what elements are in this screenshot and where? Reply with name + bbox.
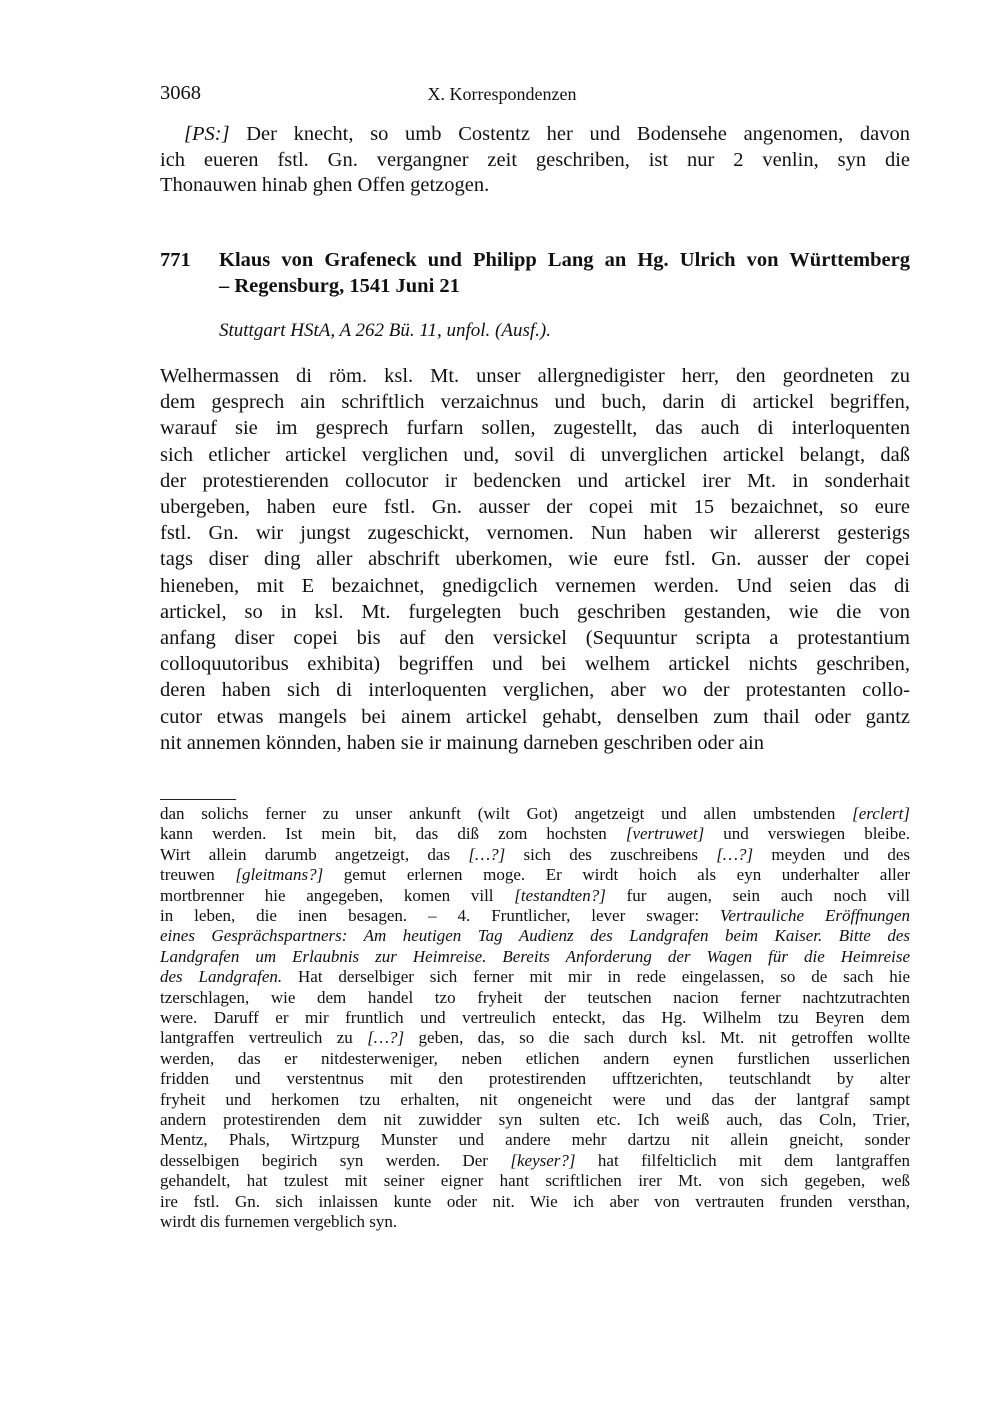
- text-segment: dan solichs ferner zu unser ankunft (wilt Got) angetzeigt und allen umbstenden: [160, 804, 853, 823]
- postscript-line: [184, 122, 910, 147]
- text-segment: treuwen: [160, 865, 236, 885]
- body-line: warauf sie im gesprech furfarn sollen, zugestellt, das auch di interloquenten: [160, 417, 910, 440]
- footnote-line: [160, 1070, 910, 1088]
- text-segment: tzerschlagen, wie dem handel tzo fryheit der teutschen nacion ferner nachtzutrachten: [160, 987, 910, 1007]
- footnote-line: [160, 989, 910, 1007]
- text-segment: Der knecht, so umb Costentz her und Bodensehe angenomen, davon: [229, 123, 910, 145]
- text-segment: andern protestirenden dem nit zuwidder syn sulten etc. Ich weiß auch, das Coln, Trier,: [160, 1110, 910, 1129]
- document-title-line-2: – Regensburg, 1541 Juni 21: [219, 275, 460, 297]
- text-segment: werden, das er nitdesterweniger, neben etlichen andern eynen furstlichen usserlichen: [160, 1048, 910, 1068]
- text-segment: Wirt allein darumb angetzeigt, das: [160, 844, 469, 864]
- text-segment: ich eueren fstl. Gn. vergangner zeit geschriben, ist nur 2 venlin, syn die: [160, 148, 910, 171]
- footnote-line: [160, 1172, 910, 1190]
- footnote-line: [160, 805, 910, 823]
- footnote-line: [160, 1091, 910, 1109]
- italic-segment: […?]: [367, 1028, 405, 1048]
- text-segment: wirdt dis furnemen vergeblich syn.: [160, 1212, 398, 1231]
- footnote-line: [160, 866, 910, 884]
- text-segment: gehandelt, hat tzulest mit seiner eigner hant scriftlichen irer Mt. von sich gegeben, weß: [160, 1171, 910, 1191]
- italic-segment: des Landgrafen.: [160, 967, 283, 987]
- text-segment: geben, das, so die sach durch ksl. Mt. nit getroffen wollte: [404, 1028, 911, 1048]
- body-line: artickel, so in ksl. Mt. furgelegten buch geschriben gestanden, wie die von: [160, 600, 910, 623]
- body-line: fstl. Gn. wir jungst zugeschickt, vernomen. Nun haben wir allererst gesterigs: [160, 522, 910, 545]
- italic-segment: Vertrauliche Eröffnungen: [720, 906, 910, 925]
- text-segment: hat filfelticlich mit dem lantgraffen: [575, 1150, 910, 1170]
- italic-segment: Landgrafen um Erlaubnis zur Heimreise. Bereits Anforderung der Wagen für die Heimreise: [160, 946, 910, 966]
- page-number: 3068: [160, 82, 201, 104]
- body-line: cutor etwas mangels bei ainem artickel gehabt, denselben zum thail oder gantz: [160, 705, 910, 728]
- italic-segment: […?]: [468, 844, 506, 864]
- body-line: nit annemen könnden, haben sie ir mainung darneben geschriben oder ain: [160, 731, 764, 754]
- text-segment: in leben, die inen besagen. – 4. Fruntlicher, lever swager:: [160, 906, 721, 925]
- italic-segment: [PS:]: [184, 123, 230, 145]
- document-number: 771: [160, 249, 191, 271]
- footnote-line: [160, 1029, 910, 1047]
- footnote-line: [160, 948, 910, 966]
- text-segment: Thonauwen hinab ghen Offen getzogen.: [160, 174, 490, 196]
- text-segment: Hat derselbiger sich ferner mit mir in rede eingelassen, so de sach hie: [282, 967, 910, 987]
- text-segment: Mentz, Phals, Wirtzpurg Munster und andere mehr dartzu nit allein gneicht, sonder: [160, 1130, 910, 1150]
- footnote-rule: [160, 799, 236, 800]
- document-title-line-1: Klaus von Grafeneck und Philipp Lang an Hg. Ulrich von Württemberg: [219, 249, 910, 271]
- body-line: sich etlicher artickel verglichen und, sovil di unverglichen artickel belangt, daß: [160, 443, 910, 466]
- text-segment: ire fstl. Gn. sich inlaissen kunte oder nit. Wie ich aber von vertrauten frunden versthan,: [160, 1191, 910, 1211]
- source-citation: Stuttgart HStA, A 262 Bü. 11, unfol. (Ausf.).: [219, 320, 551, 341]
- footnote-line: [160, 907, 910, 925]
- footnote-line: [160, 927, 910, 945]
- body-line: anfang diser copei bis auf den versickel (Sequuntur scripta a protestantium: [160, 627, 910, 649]
- body-line: dem gesprech ain schriftlich verzaichnus und buch, darin di artickel begriffen,: [160, 391, 910, 414]
- body-line: tags diser ding aller abschrift uberkomen, wie eure fstl. Gn. ausser der copei: [160, 548, 910, 571]
- footnote-line: [160, 1193, 910, 1211]
- running-head: X. Korrespondenzen: [427, 84, 577, 104]
- postscript-line: [160, 148, 910, 173]
- text-segment: were. Daruff er mir fruntlich und vertreulich enteckt, das Hg. Wilhelm tzu Beyren dem: [160, 1008, 910, 1027]
- footnote-line: [160, 1009, 910, 1027]
- text-segment: mortbrenner hie angegeben, komen vill: [160, 885, 515, 905]
- body-line: hieneben, mit E bezaichnet, gnedigclich vernemen werden. Und seien das di: [160, 574, 910, 597]
- footnote-line: [160, 825, 910, 843]
- footnote-line: [160, 1152, 910, 1170]
- italic-segment: [testandten?]: [514, 885, 606, 905]
- text-segment: desselbigen begirich syn werden. Der: [160, 1150, 511, 1170]
- postscript-line: [160, 173, 910, 198]
- italic-segment: [gleitmans?]: [235, 865, 324, 885]
- text-segment: sich des zuschreibens: [505, 844, 717, 864]
- text-segment: fridden und verstentnus mit den protestirenden ufftzerichten, teutschlandt by alter: [160, 1069, 910, 1089]
- body-line: colloquutoribus exhibita) begriffen und bei welhem artickel nichts geschriben,: [160, 653, 910, 676]
- text-segment: und verswiegen bleibe.: [704, 824, 910, 844]
- text-segment: kann werden. Ist mein bit, das diß zom hochsten: [160, 824, 626, 844]
- italic-segment: [vertruwet]: [625, 824, 705, 844]
- footnote-line: [160, 1131, 910, 1149]
- footnote-line: [160, 1213, 910, 1231]
- text-segment: fryheit und herkomen tzu erhalten, nit ongeneicht were und das der lantgraf sampt: [160, 1089, 910, 1109]
- footnote-line: [160, 846, 910, 864]
- body-line: ubergeben, haben eure fstl. Gn. ausser der copei mit 15 bezaichnet, so eure: [160, 496, 910, 518]
- body-line: Welhermassen di röm. ksl. Mt. unser allergnedigister herr, den geordneten zu: [160, 365, 910, 387]
- italic-segment: […?]: [716, 844, 754, 864]
- body-line: deren haben sich di interloquenten verglichen, aber wo der protestanten collo-: [160, 679, 910, 702]
- footnote-line: [160, 887, 910, 905]
- footnote-line: [160, 1111, 910, 1129]
- italic-segment: eines Gesprächspartners: Am heutigen Tag Audienz des Landgrafen beim Kaiser. Bitte des: [160, 926, 910, 946]
- footnote-line: [160, 968, 910, 986]
- text-segment: lantgraffen vertreulich zu: [160, 1028, 368, 1048]
- text-segment: fur augen, sein auch noch vill: [605, 885, 910, 905]
- italic-segment: [erclert]: [852, 804, 910, 823]
- body-line: der protestierenden collocutor ir bedencken und artickel irer Mt. in sonderhait: [160, 469, 910, 492]
- italic-segment: [keyser?]: [510, 1150, 576, 1170]
- footnote-line: [160, 1050, 910, 1068]
- text-segment: meyden und des: [753, 844, 910, 864]
- text-segment: gemut erlernen moge. Er wirdt hoich als eyn underhalter aller: [323, 865, 910, 885]
